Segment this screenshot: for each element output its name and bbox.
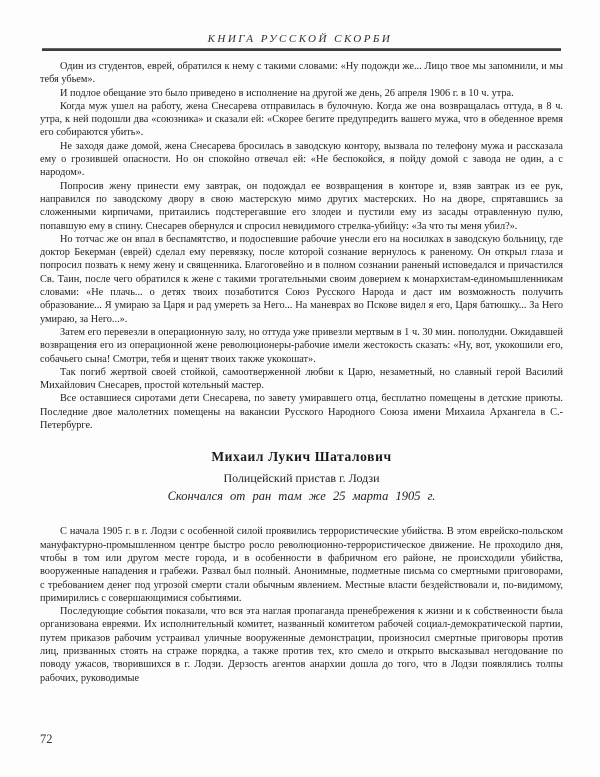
running-header-title: КНИГА РУССКОЙ СКОРБИ	[207, 33, 393, 45]
person-death-dateline: Скончался от ран там же 25 марта 1905 г.	[167, 489, 436, 504]
header-rule	[42, 48, 561, 51]
paragraph: Один из студентов, еврей, обратился к нему с такими словами: «Ну подожди же... Лицо твое мы запомнили, и мы тебя убьем».	[40, 61, 563, 86]
page-number: 72	[40, 732, 53, 746]
paragraph: Последующие события показали, что вся эта наглая пропаганда пренебрежения к жизни и к собственности была организована евреями. Их исполнительный комитет, названный комитетом рабочей социал-демократической партии, путем приказов рабочим устраивал уличные вооруженные демонстрации, произносил смертные приговоры против лиц, призванных стоять на страже порядка, а также против тех, кто смело и открыто высказывал негодование по поводу ужасов, творившихся в г. Лодзи. Дерзость агентов анархии дошла до того, что в Лодзи появлялись толпы рабочих, руководимые	[40, 606, 563, 684]
paragraph: Так погиб жертвой своей стойкой, самоотверженной любви к Царю, незаметный, но славный герой Василий Михайлович Снесарев, простой котельный мастер.	[40, 366, 563, 392]
section-snesarev	[40, 60, 563, 432]
paragraph: Попросив жену принести ему завтрак, он подождал ее возвращения в конторе и, взяв завтрак из ее рук, направился по заводскому двору в свою мастерскую мимо других мастерских. Но на дворе, спрятавшись за сложенными кирпичами, притаились подстерегавшие его злодеи и пустили ему из засады отравленную пулю, попавшую ему в спину. Снесарев обернулся и спросил невидимого стрелка-убийцу: «За что ты меня убил?».	[40, 180, 563, 232]
page-body	[40, 60, 563, 685]
paragraph: Когда муж ушел на работу, жена Снесарева отправилась в булочную. Когда же она возвращалась оттуда, в 8 ч. утра, к ней подошли два «союзника» и сказали ей: «Скорее бегите предупредить вашего мужа, что в обеденное время его собираются убить».	[40, 100, 563, 139]
person-name-heading: Михаил Лукич Шаталович	[211, 449, 392, 465]
section-shatalovich	[40, 525, 563, 685]
section-heading-shatalovich	[40, 449, 563, 504]
paragraph: И подлое обещание это было приведено в исполнение на другой же день, 26 апреля 1906 г. в 10 ч. утра.	[60, 87, 514, 99]
paragraph: Но тотчас же он впал в беспамятство, и подоспевшие рабочие унесли его на носилках в заводскую больницу, где доктор Бекерман (еврей) сделал ему перевязку, после которой сознание вернулось к раненому. Он открыл глаза и попросил позвать к нему жену и священника. Благоговейно и в полном сознании раненый исповедался и причастился Св. Таин, после чего обратился к жене с такими трогательными своим доверием к монархистам-единомышленникам словами: «Не плачь... о детях твоих позаботится Союз Русского Народа и даст им возможность получить образование... Я умираю за Царя и рад умереть за Него... На маневрах во Пскове видел я его, Царя батюшку... За Него умираю, за Него...».	[40, 233, 563, 325]
paragraph: С начала 1905 г. в г. Лодзи с особенной силой проявились террористические убийства. В этом еврейско-польском мануфактурно-промышленном центре быстро росло революционно-террористическое движение. Не проходило дня, чтобы в том или другом месте города, и в особенности в фабричном его районе, не происходили убийства, вооруженные нападения и грабежи. Развал был полный. Анонимные, подметные письма со смертными приговорами, с требованием денег под угрозой смерти стали обычным явлением. Местные власти бездействовали и, по-видимому, примирились с совершающимися событиями.	[40, 526, 563, 604]
person-role-subtitle: Полицейский пристав г. Лодзи	[223, 471, 380, 486]
paragraph: Затем его перевезли в операционную залу, но оттуда уже привезли мертвым в 1 ч. 30 мин. пополудни. Ожидавшей возвращения его из операционной жене революционеры-рабочие имели жестокость сказать: «Ну, вот, укокошили его, собачьего сына! Смотри, тебя и щенят твоих также укокошат».	[40, 326, 563, 365]
paragraph: Все оставшиеся сиротами дети Снесарева, по завету умиравшего отца, бесплатно помещены в детские приюты. Последние двое малолетних помещены на вакансии Русского Народного Союза имени Михаила Архангела в С.-Петербурге.	[40, 393, 563, 432]
paragraph: Не заходя даже домой, жена Снесарева бросилась в заводскую контору, вызвала по телефону мужа и рассказала ему о грозившей опасности. Но он спокойно отвечал ей: «Не беспокойся, я пойду домой с завода не один, а с народом».	[40, 140, 563, 179]
